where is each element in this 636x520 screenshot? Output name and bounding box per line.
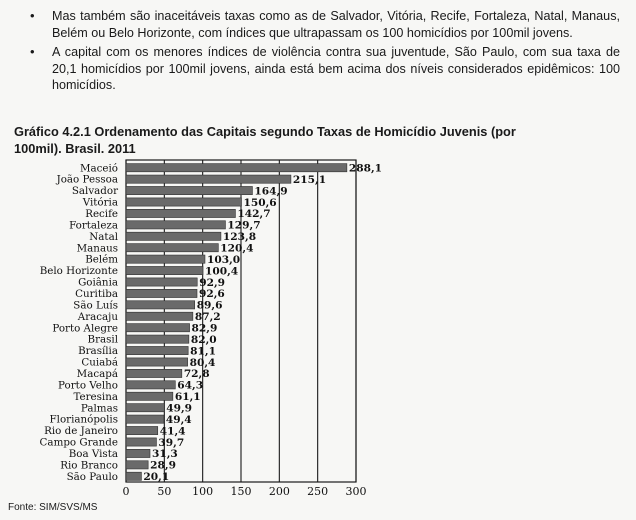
value-label: 89,6: [196, 299, 223, 312]
category-label: Florianópolis: [49, 413, 118, 426]
category-label: Campo Grande: [39, 436, 118, 449]
bar: [126, 392, 173, 400]
category-label: São Luís: [73, 299, 118, 312]
bar: [126, 404, 164, 412]
category-label: Manaus: [76, 242, 118, 255]
x-tick-label: 250: [307, 485, 329, 498]
x-tick-label: 50: [157, 485, 172, 498]
bullet-dot: •: [30, 8, 35, 23]
category-label: Porto Alegre: [52, 322, 118, 335]
bar: [126, 244, 218, 252]
bar: [126, 449, 150, 457]
category-label: Natal: [89, 230, 118, 243]
bar: [126, 255, 205, 263]
bar: [126, 472, 141, 480]
category-label: Curitiba: [75, 288, 118, 301]
bar: [126, 358, 188, 366]
value-label: 120,4: [220, 242, 254, 255]
bullet-text: Mas também são inaceitáveis taxas como as de Salvador, Vitória, Recife, Fortaleza, Natal, Manaus, Belém ou Belo Horizonte, com índices que ultrapassam os 100 homicídios por 100mil jovens.: [52, 9, 620, 40]
value-label: 61,1: [174, 391, 201, 404]
value-label: 103,0: [206, 253, 241, 266]
value-label: 164,9: [254, 185, 288, 198]
bar: [126, 461, 148, 469]
bar: [126, 198, 241, 206]
x-tick-label: 150: [230, 485, 252, 498]
bar: [126, 426, 158, 434]
category-label: Vitória: [82, 196, 118, 209]
category-label: Fortaleza: [69, 219, 118, 232]
category-label: Recife: [85, 208, 118, 221]
value-label: 129,7: [227, 219, 261, 232]
x-tick-label: 100: [192, 485, 214, 498]
category-label: Goiânia: [78, 276, 118, 289]
bar: [126, 266, 203, 274]
value-label: 100,4: [204, 265, 239, 278]
x-tick-label: 0: [122, 485, 130, 498]
bar: [126, 175, 291, 183]
value-label: 87,2: [194, 311, 221, 324]
chart-title: Gráfico 4.2.1 Ordenamento das Capitais segundo Taxas de Homicídio Juvenis (por 100mil). Brasil. 2011: [14, 124, 516, 156]
category-label: Palmas: [80, 402, 118, 415]
bar: [126, 369, 182, 377]
category-label: Salvador: [71, 185, 118, 198]
value-label: 92,6: [198, 288, 225, 301]
category-label: Belém: [85, 253, 118, 266]
bar: [126, 415, 164, 423]
category-label: Porto Velho: [58, 379, 118, 392]
bar: [126, 278, 197, 286]
category-label: Macapá: [76, 368, 118, 381]
bar: [126, 209, 235, 217]
category-label: Brasília: [78, 345, 118, 358]
category-label: Rio de Janeiro: [44, 425, 118, 438]
bar: [126, 232, 221, 240]
value-label: 49,9: [166, 402, 193, 415]
value-label: 31,3: [151, 448, 178, 461]
bar: [126, 312, 193, 320]
category-label: Brasil: [87, 333, 118, 346]
value-label: 288,1: [348, 162, 383, 175]
value-label: 39,7: [158, 436, 185, 449]
category-label: Teresina: [73, 390, 118, 403]
value-label: 72,8: [183, 368, 210, 381]
value-label: 142,7: [237, 208, 271, 221]
value-label: 150,6: [243, 196, 277, 209]
bar: [126, 381, 175, 389]
x-tick-label: 300: [345, 485, 367, 498]
category-label: Rio Branco: [60, 459, 118, 472]
category-label: Aracaju: [77, 310, 118, 323]
category-label: Maceió: [79, 162, 118, 175]
category-label: São Paulo: [66, 470, 118, 483]
value-label: 20,1: [143, 471, 170, 484]
value-label: 215,1: [292, 173, 327, 186]
value-label: 41,4: [159, 425, 186, 438]
x-tick-label: 200: [268, 485, 290, 498]
value-label: 123,8: [222, 231, 257, 244]
bar: [126, 289, 197, 297]
value-label: 64,3: [177, 379, 204, 392]
value-label: 28,9: [150, 459, 176, 472]
value-label: 82,9: [191, 322, 218, 335]
bar: [126, 335, 189, 343]
bar: [126, 221, 225, 229]
value-label: 80,4: [189, 356, 216, 369]
bar: [126, 301, 195, 309]
bar: [126, 164, 347, 172]
category-label: Belo Horizonte: [39, 265, 118, 278]
bar: [126, 324, 190, 332]
bar: [126, 346, 188, 354]
value-label: 49,4: [165, 413, 192, 426]
value-label: 82,0: [190, 333, 217, 346]
value-label: 92,9: [199, 276, 226, 289]
category-label: Cuiabá: [81, 356, 118, 369]
bullet-text: A capital com os menores índices de violência contra sua juventude, São Paulo, com sua taxa de 20,1 homicídios por 100mil jovens, ainda está bem acima dos níveis considerados epidêmicos: 100 homicídios.: [52, 45, 620, 92]
category-label: João Pessoa: [56, 173, 118, 186]
value-label: 81,1: [190, 345, 216, 358]
bar: [126, 438, 156, 446]
bar: [126, 186, 252, 194]
source-note: Fonte: SIM/SVS/MS: [8, 502, 98, 513]
category-label: Boa Vista: [68, 448, 118, 461]
bullet-dot: •: [30, 44, 35, 59]
